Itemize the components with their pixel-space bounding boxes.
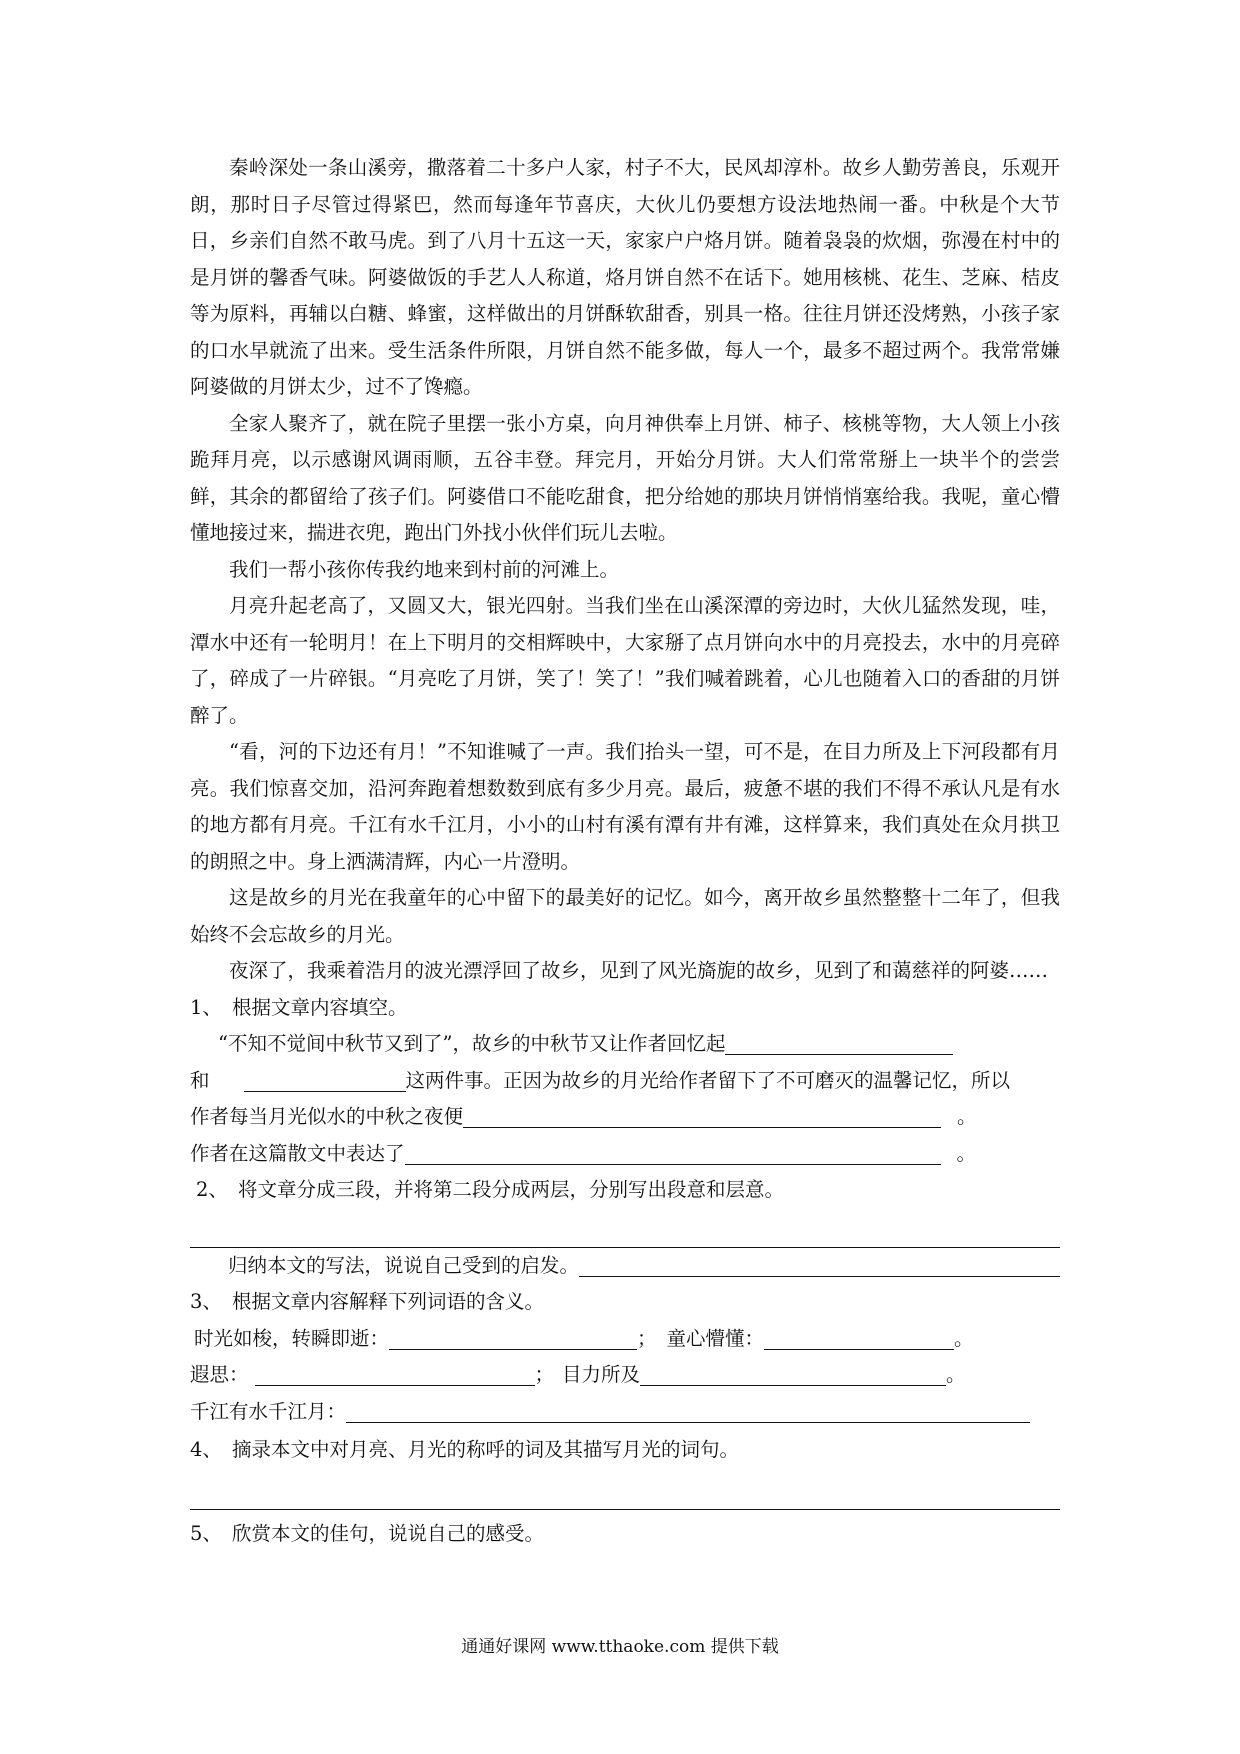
question-3-line-2 bbox=[190, 1357, 1060, 1394]
answer-line-question-2[interactable] bbox=[190, 1211, 1060, 1248]
question-1-line-3 bbox=[190, 1099, 1060, 1136]
question-1-and-word: 和 bbox=[190, 1068, 210, 1092]
question-1-line-4 bbox=[190, 1136, 1060, 1173]
answer-blank-feeling[interactable] bbox=[463, 1103, 941, 1128]
answer-blank-reverie[interactable] bbox=[255, 1361, 535, 1386]
question-5-number: 5、 bbox=[190, 1521, 222, 1545]
question-1-prompt-1: “不知不觉间中秋节又到了”，故乡的中秋节又让作者回忆起 bbox=[218, 1032, 726, 1055]
question-2-title: 将文章分成三段，并将第二段分成两层，分别写出段意和层意。 bbox=[238, 1178, 785, 1201]
question-1-prompt-4: 作者在这篇散文中表达了 bbox=[190, 1141, 405, 1165]
term-reverie: 遐思： bbox=[190, 1363, 249, 1386]
passage-paragraph-6: 这是故乡的月光在我童年的心中留下的最美好的记忆。如今，离开故乡虽然整整十二年了，但我始终不会忘故乡的月光。 bbox=[190, 886, 1060, 946]
question-3-number: 3、 bbox=[190, 1290, 222, 1313]
answer-blank-time-flies[interactable] bbox=[389, 1325, 637, 1350]
term-innocent-heart: 童心懵懂： bbox=[666, 1326, 765, 1350]
passage-paragraph-1: 秦岭深处一条山溪旁，撒落着二十多户人家，村子不大，民风却淳朴。故乡人勤劳善良，乐观开朗，那时日子尽管过得紧巴，然而每逢年节喜庆，大伙儿仍要想方设法地热闹一番。中秋是个大节日，乡亲们自然不敢马虎。到了八月十五这一天，家家户户烙月饼。随着袅袅的炊烟，弥漫在村中的是月饼的馨香气味。阿婆做饭的手艺人人称道，烙月饼自然不在话下。她用核桃、花生、芝麻、桔皮等为原料，再辅以白糖、蜂蜜，这样做出的月饼酥软甜香，别具一格。往往月饼还没烤熟，小孩子家的口水早就流了出来。受生活条件所限，月饼自然不能多做，每人一个，最多不超过两个。我常常嫌阿婆做的月饼太少，过不了馋瘾。 bbox=[190, 156, 1060, 398]
term-separator-1: ； bbox=[637, 1326, 657, 1350]
question-4-title: 摘录本文中对月亮、月光的称呼的词及其描写月光的词句。 bbox=[232, 1438, 740, 1461]
question-3-title: 根据文章内容解释下列词语的含义。 bbox=[232, 1290, 545, 1313]
term-period-2: 。 bbox=[946, 1363, 966, 1386]
answer-blank-memory-2[interactable] bbox=[244, 1067, 406, 1092]
question-3-line-3 bbox=[190, 1394, 1030, 1431]
question-1-period-2: 。 bbox=[956, 1141, 977, 1165]
passage-paragraph-2: 全家人聚齐了，就在院子里摆一张小方桌，向月神供奉上月饼、柿子、核桃等物，大人领上小孩跪拜月亮，以示感谢风调雨顺，五谷丰登。拜完月，开始分月饼。大人们常常掰上一块半个的尝尝鲜，其余的都留给了孩子们。阿婆借口不能吃甜食，把分给她的那块月饼悄悄塞给我。我呢，童心懵懂地接过来，揣进衣兜，跑出门外找小伙伴们玩儿去啦。 bbox=[190, 411, 1060, 544]
question-1-prompt-2: 这两件事。正因为故乡的月光给作者留下了不可磨灭的温馨记忆，所以 bbox=[405, 1068, 1011, 1092]
answer-blank-innocent-heart[interactable] bbox=[764, 1325, 954, 1350]
passage-paragraph-3: 我们一帮小孩你传我约地来到村前的河滩上。 bbox=[229, 557, 620, 581]
question-1-heading bbox=[190, 990, 1060, 1027]
question-4-heading bbox=[190, 1432, 1060, 1469]
question-3-heading bbox=[190, 1284, 1060, 1321]
question-3-line-1 bbox=[190, 1321, 1060, 1358]
question-1-prompt-3: 作者每当月光似水的中秋之夜便 bbox=[190, 1105, 464, 1128]
question-1-title: 根据文章内容填空。 bbox=[232, 995, 408, 1019]
passage-paragraph-4: 月亮升起老高了，又圆又大，银光四射。当我们坐在山溪深潭的旁边时，大伙儿猛然发现，哇，潭水中还有一轮明月！在上下明月的交相辉映中，大家掰了点月饼向水中的月亮投去，水中的月亮碎了，碎成了一片碎银。“月亮吃了月饼，笑了！笑了！”我们喊着跳着，心儿也随着入口的香甜的月饼醉了。 bbox=[190, 594, 1060, 727]
question-2-heading bbox=[190, 1172, 1060, 1209]
passage-paragraph-7: 夜深了，我乘着浩月的波光漂浮回了故乡，见到了风光旖旎的故乡，见到了和蔼慈祥的阿婆…… bbox=[229, 959, 1049, 982]
question-5-title: 欣赏本文的佳句，说说自己的感受。 bbox=[232, 1521, 545, 1545]
question-2-sub-row bbox=[190, 1248, 1060, 1285]
answer-blank-memory-1[interactable] bbox=[725, 1030, 953, 1055]
question-1-line-1 bbox=[190, 1026, 1060, 1063]
passage-paragraph-5: “看，河的下边还有月！”不知谁喊了一声。我们抬头一望，可不是，在目力所及上下河段都有月亮。我们惊喜交加，沿河奔跑着想数数到底有多少月亮。最后，疲惫不堪的我们不得不承认凡是有水的地方都有月亮。千江有水千江月，小小的山村有溪有潭有井有滩，这样算来，我们真处在众月拱卫的朗照之中。身上洒满清辉，内心一片澄明。 bbox=[190, 740, 1060, 873]
term-time-flies: 时光如梭，转瞬即逝： bbox=[194, 1326, 390, 1350]
question-4-number: 4、 bbox=[190, 1438, 222, 1461]
question-1-period-1: 。 bbox=[957, 1105, 977, 1128]
question-5-heading bbox=[190, 1516, 1060, 1553]
worksheet-page bbox=[190, 150, 1060, 1552]
answer-line-writing-method[interactable] bbox=[579, 1252, 1060, 1277]
footer-source: 通通好课网 www.tthaoke.com 提供下载 bbox=[461, 1637, 779, 1657]
question-1-line-2 bbox=[190, 1063, 1060, 1100]
term-eyesight-reach: 目力所及 bbox=[562, 1363, 641, 1386]
question-1-number: 1、 bbox=[190, 995, 222, 1019]
answer-blank-eyesight-reach[interactable] bbox=[640, 1361, 946, 1386]
answer-line-question-4[interactable] bbox=[190, 1473, 1060, 1510]
term-period-1: 。 bbox=[954, 1326, 974, 1350]
term-separator-2: ； bbox=[534, 1363, 555, 1386]
term-thousand-rivers: 千江有水千江月： bbox=[190, 1399, 347, 1423]
question-2-number: 2、 bbox=[196, 1178, 228, 1201]
question-2-sub-prompt: 归纳本文的写法，说说自己受到的启发。 bbox=[228, 1253, 580, 1277]
answer-blank-thousand-rivers[interactable] bbox=[346, 1398, 1030, 1423]
answer-blank-theme[interactable] bbox=[405, 1140, 941, 1165]
